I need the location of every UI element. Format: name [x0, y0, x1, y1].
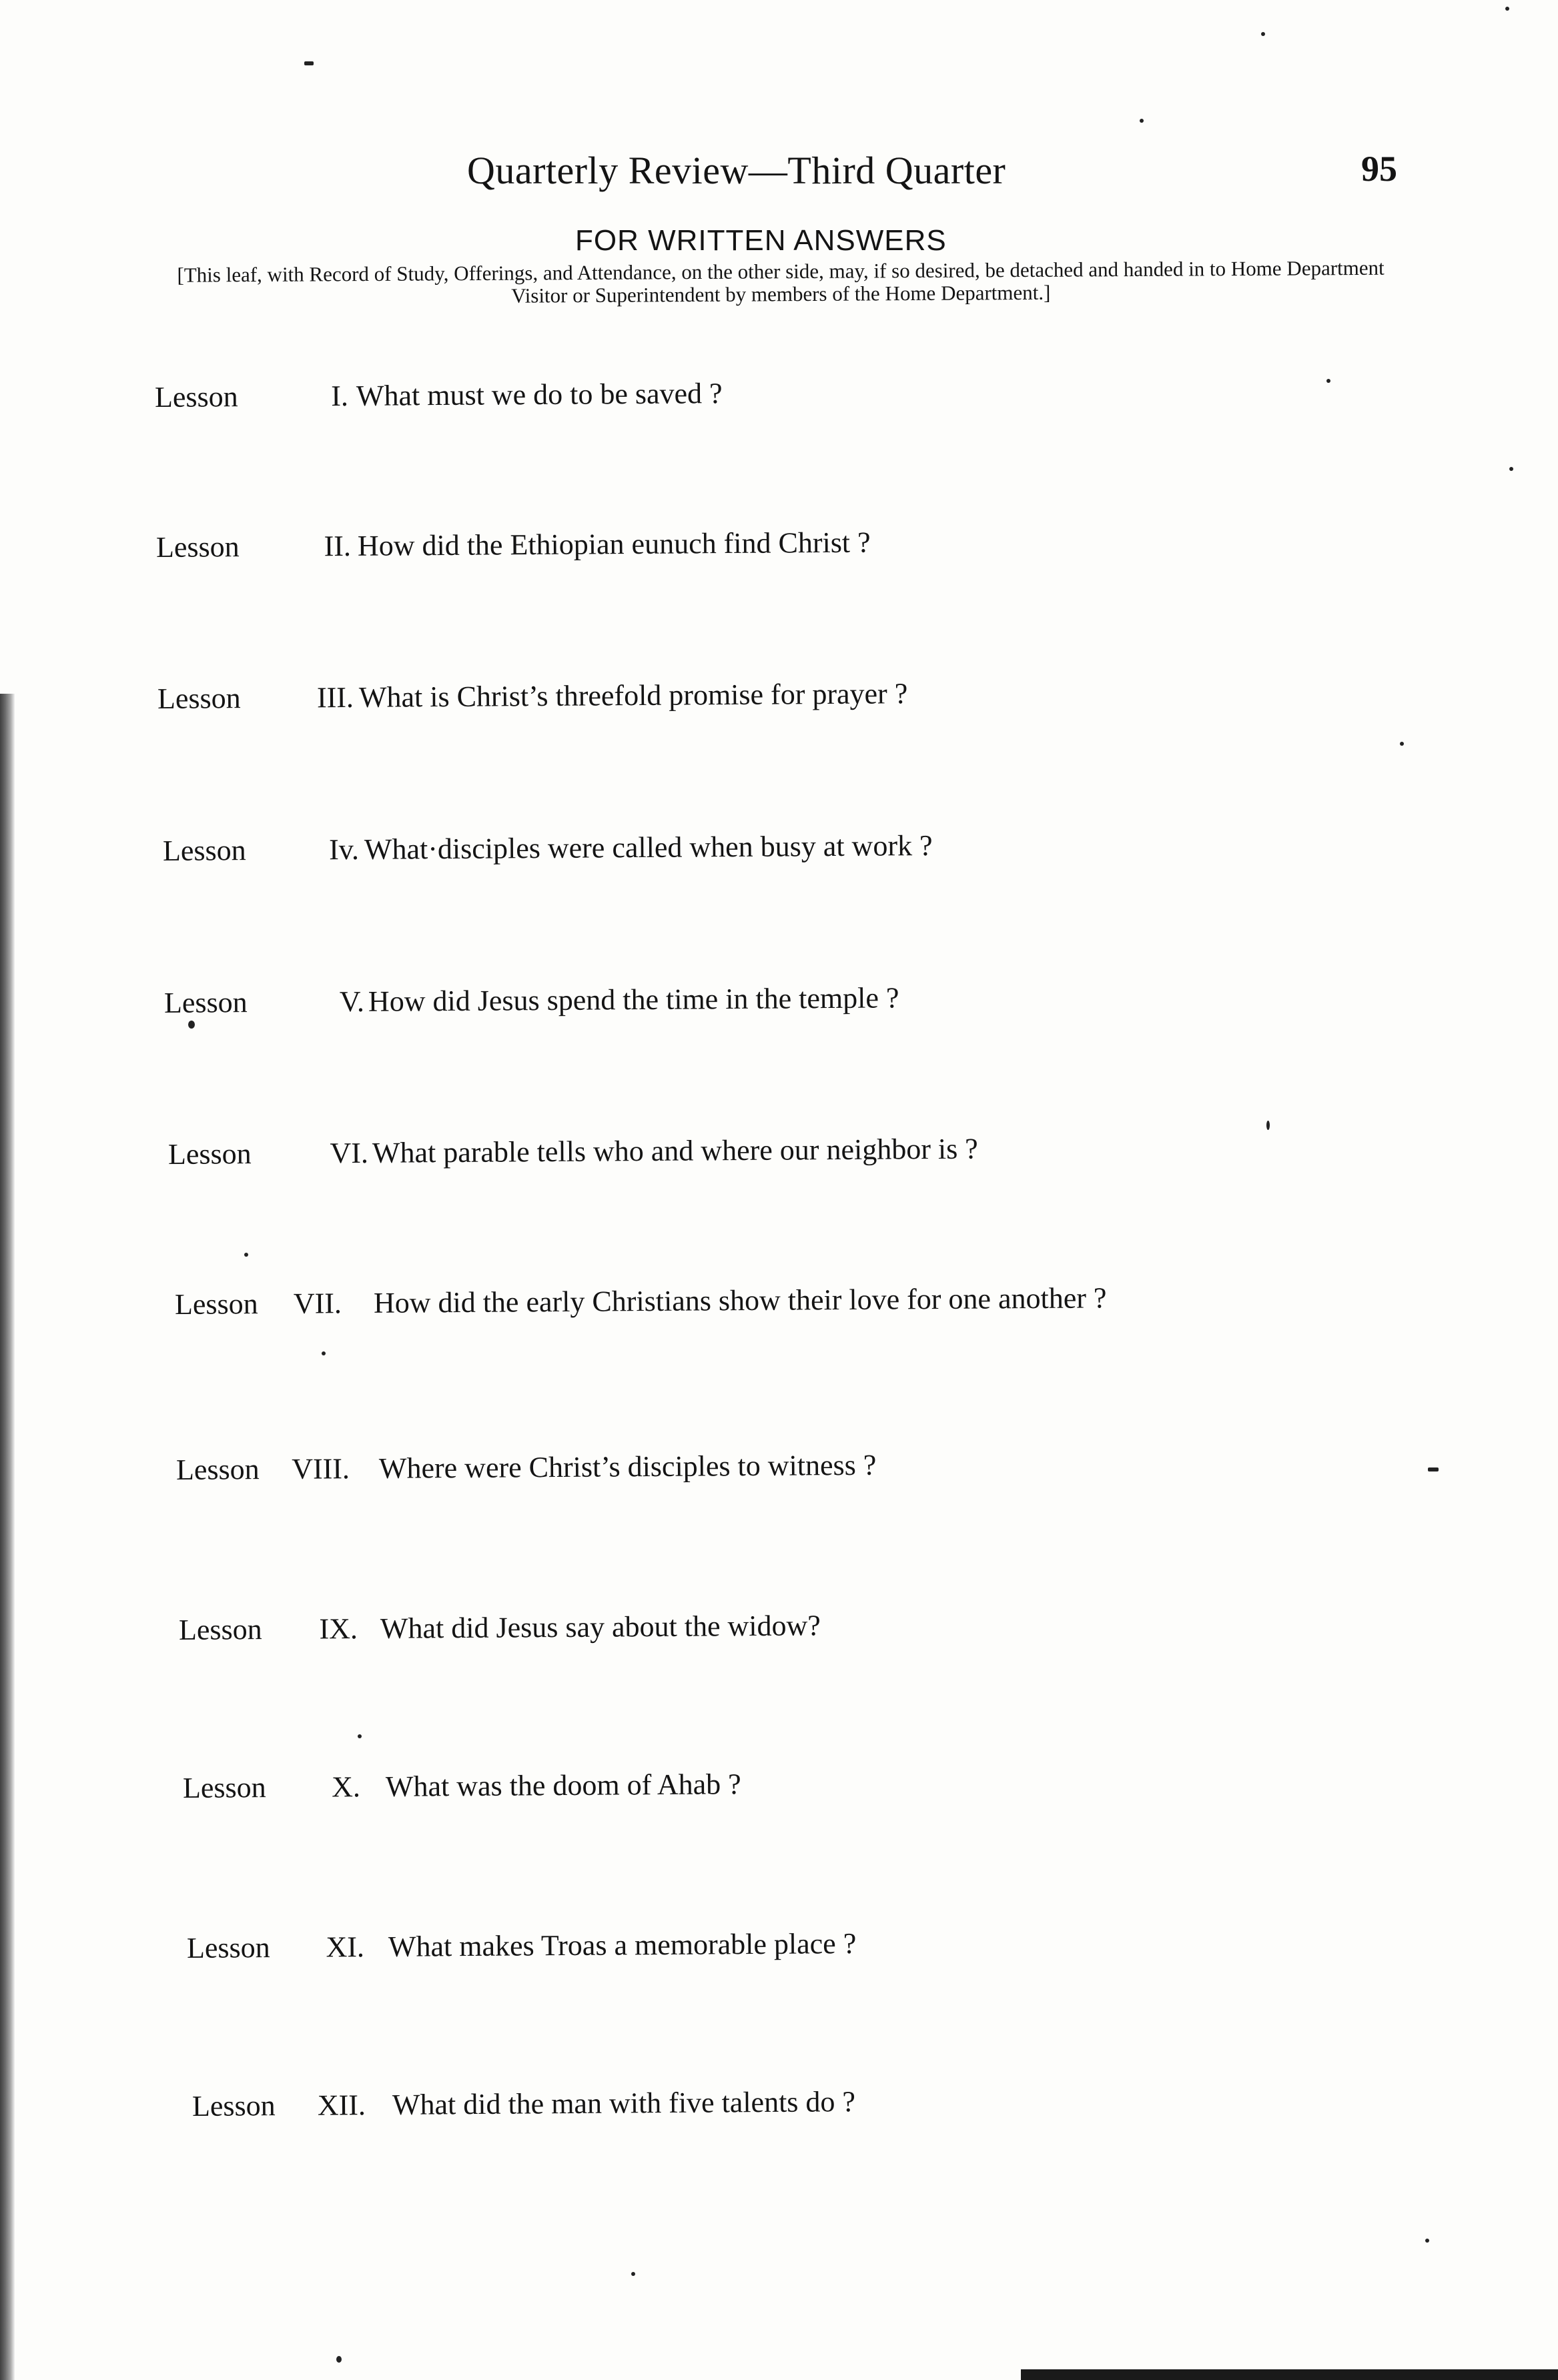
lesson-number: VIII.	[292, 1452, 350, 1485]
lesson-question: What·disciples were called when busy at work ?	[364, 828, 933, 866]
lesson-number: I.	[331, 379, 349, 413]
lesson-number: VI.	[330, 1136, 369, 1170]
lesson-number: IX.	[319, 1612, 358, 1646]
scan-speck	[1505, 7, 1509, 11]
lesson-label: Lesson	[186, 1931, 270, 1964]
lesson-label: Lesson	[191, 2089, 276, 2123]
lesson-label: Lesson	[163, 986, 248, 1019]
lesson-number: VII.	[293, 1287, 342, 1320]
lesson-question: Where were Christ’s disciples to witness ?	[378, 1448, 877, 1485]
section-heading: FOR WRITTEN ANSWERS	[575, 224, 947, 257]
lesson-number: X.	[332, 1770, 361, 1804]
lesson-question: What makes Troas a memorable place ?	[388, 1926, 857, 1963]
lesson-label: Lesson	[157, 682, 241, 715]
lesson-question: What did the man with five talents do ?	[392, 2085, 856, 2121]
lesson-label: Lesson	[174, 1287, 258, 1321]
scan-speck	[1509, 467, 1513, 471]
lesson-label: Lesson	[178, 1613, 262, 1646]
scan-speck	[244, 1253, 248, 1257]
page-number: 95	[1361, 149, 1397, 189]
scan-speck	[1266, 1121, 1270, 1130]
scan-speck	[304, 61, 314, 65]
lesson-label: Lesson	[167, 1137, 252, 1171]
lesson-question: What parable tells who and where our neighbor is ?	[372, 1132, 978, 1169]
scan-speck	[1400, 742, 1404, 746]
lesson-number: III.	[316, 680, 354, 714]
lesson-label: Lesson	[155, 530, 240, 564]
lesson-question: How did Jesus spend the time in the temple ?	[368, 981, 899, 1018]
instruction-note: [This leaf, with Record of Study, Offerings, and Attendance, on the other side, may, if so desired, be detached and handed in to Home Department Visitor or Superintendent by members of the Home Department.]	[177, 255, 1385, 308]
lesson-question: What was the doom of Ahab ?	[385, 1768, 741, 1803]
running-title: Quarterly Review—Third Quarter	[467, 149, 1006, 192]
lesson-question: What is Christ’s threefold promise for prayer ?	[358, 677, 908, 714]
lesson-number: II.	[324, 529, 352, 563]
scan-speck	[1326, 379, 1330, 383]
lesson-number: XII.	[317, 2089, 366, 2122]
lesson-label: Lesson	[154, 380, 238, 414]
scan-speck	[322, 1351, 326, 1355]
lesson-question: How did the Ethiopian eunuch find Christ ?	[357, 526, 871, 562]
binding-edge	[0, 694, 15, 2380]
lesson-label: Lesson	[162, 834, 246, 867]
scan-speck	[358, 1734, 362, 1738]
lesson-question: How did the early Christians show their love for one another ?	[373, 1281, 1107, 1319]
scan-speck	[631, 2272, 635, 2276]
lesson-number: V.	[339, 985, 365, 1019]
scan-speck	[1261, 32, 1265, 36]
scan-speck	[1428, 1467, 1439, 1471]
lesson-number: XI.	[326, 1930, 365, 1964]
lesson-label: Lesson	[175, 1453, 260, 1486]
scan-speck	[1425, 2239, 1429, 2243]
bottom-rule	[1021, 2369, 1558, 2380]
lesson-question: What did Jesus say about the widow?	[380, 1609, 821, 1645]
lesson-number: Iv.	[328, 832, 360, 866]
scan-speck	[188, 1021, 195, 1029]
scan-speck	[1140, 119, 1144, 123]
lesson-label: Lesson	[182, 1771, 266, 1804]
scan-speck	[336, 2356, 342, 2363]
lesson-question: What must we do to be saved ?	[356, 377, 723, 412]
